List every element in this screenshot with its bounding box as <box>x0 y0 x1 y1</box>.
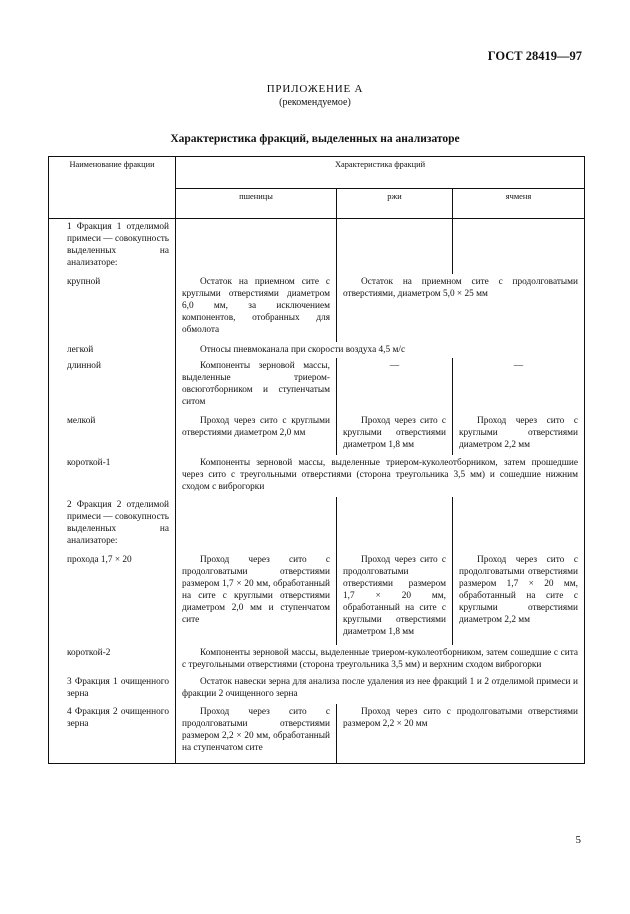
fraction-name: прохода 1,7 × 20 <box>49 552 176 646</box>
appendix-heading: ПРИЛОЖЕНИЕ А <box>266 83 364 95</box>
table-title: Характеристика фракций, выделенных на анализаторе <box>170 133 460 145</box>
wheat-cell: Проход через сито с круглыми отверстиями диаметром 2,0 мм <box>176 413 337 455</box>
fraction-name: 1 Фракция 1 отделимой примеси — совокупность выделенных на анализаторе: <box>49 219 176 274</box>
table-row <box>49 645 585 674</box>
all-grains-cell: Компоненты зерновой массы, выделенные триером-куколеотборником, затем сошедшие с сита с треугольными отверстиями (сторона треугольника 3,5 мм) и верхним сходом виброгорки <box>182 648 579 671</box>
barley-cell: — <box>513 360 524 371</box>
table-row <box>49 455 585 497</box>
header-rye: ржи <box>337 189 453 219</box>
barley-cell: Проход через сито с круглыми отверстиями диаметром 2,2 мм <box>459 415 579 450</box>
wheat-cell: Проход через сито с продолговатыми отверстиями размером 1,7 × 20 мм, обработанный на сите с круглыми отверстиями диаметром 2,0 мм и ступенчатом сите <box>176 552 337 646</box>
wheat-cell: Проход через сито с продолговатыми отверстиями размером 2,2 × 20 мм, обработанный на ступенчатом сите <box>176 704 337 764</box>
wheat-cell: Остаток на приемном сите с круглыми отверстиями диаметром 6,0 мм, за исключением компонентов, отобранных для обмолота <box>176 274 337 342</box>
all-grains-cell: Относы пневмоканала при скорости воздуха 4,5 м/с <box>200 344 406 355</box>
table-row <box>49 704 585 764</box>
table-row <box>49 674 585 703</box>
rye-barley-cell: Остаток на приемном сите с продолговатыми отверстиями, диаметром 5,0 × 25 мм <box>343 276 579 299</box>
wheat-cell: Компоненты зерновой массы, выделенные триером-овсюготборником и ступенчатым ситом <box>176 358 337 413</box>
fraction-name: мелкой <box>49 413 176 455</box>
fraction-name: крупной <box>49 274 176 342</box>
fractions-table <box>48 156 585 764</box>
table-row <box>49 552 585 646</box>
page-number: 5 <box>575 834 581 846</box>
all-grains-cell: Компоненты зерновой массы, выделенные триером-куколеотборником, затем прошедшие через сито с треугольными отверстиями (сторона треугольника 3,5 мм) и сошедшие нижним сходом с виброгорки <box>182 457 579 492</box>
rye-cell: — <box>337 358 453 413</box>
rye-cell: Проход через сито с продолговатыми отверстиями размером 1,7 × 20 мм, обработанный на сите с круглыми отверстиями диаметром 1,8 мм <box>337 552 453 646</box>
table-row <box>49 497 585 552</box>
table-row <box>49 274 585 342</box>
rye-cell: Проход через сито с круглыми отверстиями диаметром 1,8 мм <box>337 413 453 455</box>
fraction-name: 4 Фракция 2 очищенного зерна <box>49 704 176 764</box>
table-row <box>49 342 585 358</box>
all-grains-cell: Остаток навески зерна для анализа после удаления из нее фракций 1 и 2 отделимой примеси и фракции 2 очищенного зерна <box>182 677 579 700</box>
fraction-name: 2 Фракция 2 отделимой примеси — совокупность выделенных на анализаторе: <box>49 497 176 552</box>
fraction-name: короткой-2 <box>49 645 176 674</box>
fraction-name: длинной <box>49 358 176 413</box>
table-row <box>49 413 585 455</box>
rye-barley-cell: Проход через сито с продолговатыми отверстиями размером 2,2 × 20 мм <box>343 706 579 729</box>
table-row <box>49 219 585 274</box>
header-fraction-name: Наименование фракции <box>49 157 176 219</box>
barley-cell: Проход через сито с продолговатыми отверстиями размером 1,7 × 20 мм, обработанный на сите с круглыми отверстиями диаметром 2,2 мм <box>459 554 579 625</box>
appendix-note: (рекомендуемое) <box>279 97 351 108</box>
header-wheat: пшеницы <box>176 189 337 219</box>
fraction-name: короткой-1 <box>49 455 176 497</box>
header-barley: ячменя <box>453 189 585 219</box>
header-fraction-characteristics: Характеристика фракций <box>176 157 585 189</box>
document-code: ГОСТ 28419—97 <box>487 49 582 63</box>
fraction-name: легкой <box>49 342 176 358</box>
table-row <box>49 358 585 413</box>
fraction-name: 3 Фракция 1 очищенного зерна <box>49 674 176 703</box>
